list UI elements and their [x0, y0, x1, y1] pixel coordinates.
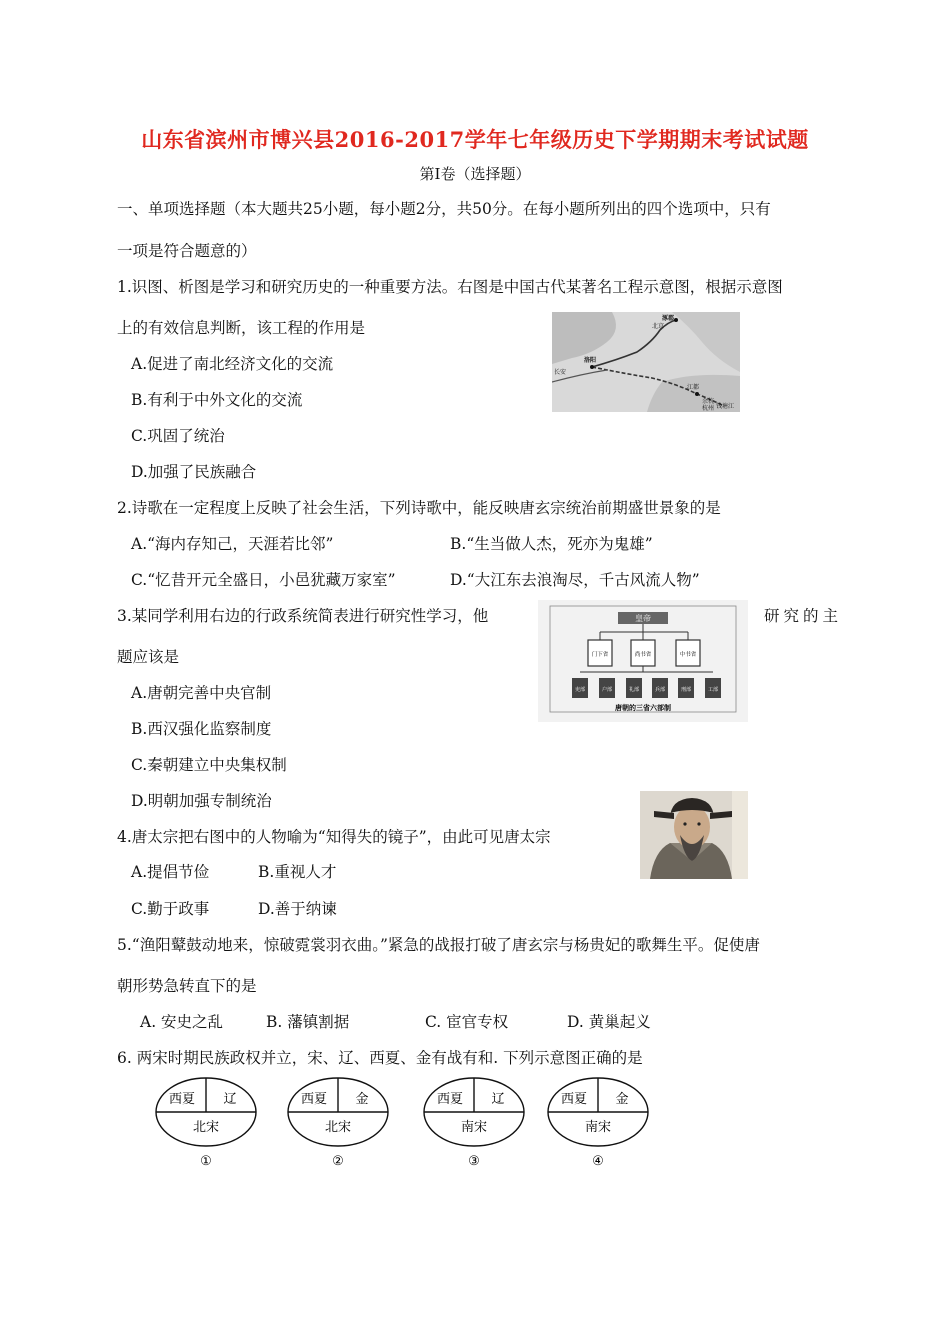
- map-label: 长安: [554, 369, 567, 376]
- chart-mid-row: [588, 640, 700, 666]
- q2-stem: 2.诗歌在一定程度上反映了社会生活，下列诗歌中，能反映唐玄宗统治前期盛世景象的是: [117, 499, 721, 517]
- q3-option-c: C.秦朝建立中央集权制: [131, 756, 287, 774]
- q4-option-c: C.勤于政事: [131, 900, 210, 918]
- q6-stem: 6. 两宋时期民族政权并立，宋、辽、西夏、金有战有和. 下列示意图正确的是: [117, 1049, 643, 1067]
- q3-option-a: A.唐朝完善中央官制: [131, 684, 272, 702]
- q1-option-c: C.巩固了统治: [131, 427, 225, 445]
- map-label: 涿郡: [662, 315, 675, 322]
- q1-option-d: D.加强了民族融合: [131, 463, 257, 481]
- q3-option-b: B.西汉强化监察制度: [131, 720, 272, 738]
- chart-caption: 唐朝的三省六部制: [615, 703, 671, 712]
- chart-node-ministry: 户部: [601, 687, 613, 693]
- q6-diagrams: [150, 1075, 670, 1171]
- diagram-label-tr: 金: [615, 1092, 629, 1107]
- diagram-label-tr: 辽: [491, 1092, 505, 1107]
- diagram-number: ③: [468, 1154, 480, 1169]
- diagram-label-tl: 西夏: [436, 1092, 464, 1107]
- chart-node-shangshu: 尚书省: [634, 652, 652, 658]
- diagram-number: ②: [332, 1154, 344, 1169]
- chart-node-ministry: 工部: [707, 687, 719, 693]
- q2-option-a: A.“海内存知己，天涯若比邻”: [131, 535, 334, 553]
- map-label: 钱塘江: [716, 403, 735, 410]
- map-label: 江都: [687, 384, 700, 391]
- q4-option-a: A.提倡节俭: [131, 863, 210, 881]
- q5-stem-line2: 朝形势急转直下的是: [117, 977, 257, 995]
- q5-option-d: D. 黄巢起义: [567, 1013, 651, 1031]
- chart-node-ministry: 刑部: [680, 687, 692, 693]
- map-label: 杭州: [702, 405, 715, 412]
- q1-stem-line2: 上的有效信息判断，该工程的作用是: [117, 319, 366, 337]
- q3-stem-right: 研究的主: [764, 607, 843, 625]
- diagram-label-tr: 金: [355, 1092, 369, 1107]
- diagram-number: ④: [592, 1154, 604, 1169]
- section-instructions-line2: 一项是符合题意的）: [117, 242, 257, 260]
- chart-node-ministry: 兵部: [654, 687, 666, 693]
- grand-canal-map: [552, 312, 740, 412]
- q6-diagram-2: [288, 1078, 388, 1169]
- q2-option-c: C.“忆昔开元全盛日，小邑犹藏万家室”: [131, 571, 396, 589]
- diagram-label-tl: 西夏: [300, 1092, 328, 1107]
- diagram-label-bottom: 南宋: [460, 1120, 488, 1135]
- chart-node-ministry: 吏部: [574, 687, 586, 693]
- page-title: 山东省滨州市博兴县2016-2017学年七年级历史下学期期末考试试题: [141, 127, 809, 152]
- q1-option-b: B.有利于中外文化的交流: [131, 391, 303, 409]
- wei-zheng-portrait: [640, 791, 748, 879]
- chart-node-ministry: 礼部: [628, 687, 640, 693]
- q6-diagram-1: [156, 1078, 256, 1169]
- map-label: 余杭: [702, 398, 715, 405]
- q4-stem: 4.唐太宗把右图中的人物喻为“知得失的镜子”，由此可见唐太宗: [117, 828, 551, 846]
- map-label: 北京: [652, 323, 665, 330]
- q1-stem-line1: 1.识图、析图是学习和研究历史的一种重要方法。右图是中国古代某著名工程示意图，根据示意图: [117, 278, 783, 296]
- three-departments-chart: [538, 600, 748, 722]
- chart-node-emperor: 皇帝: [635, 614, 651, 623]
- part-subtitle: 第Ⅰ卷（选择题）: [419, 165, 531, 183]
- diagram-label-tl: 西夏: [168, 1092, 196, 1107]
- q1-option-a: A.促进了南北经济文化的交流: [131, 355, 334, 373]
- q3-stem-line1: 3.某同学利用右边的行政系统简表进行研究性学习，他: [117, 607, 489, 625]
- chart-node-zhongshu: 中书省: [679, 652, 697, 658]
- q2-option-d: D.“大江东去浪淘尽，千古风流人物”: [450, 571, 700, 589]
- q5-option-b: B. 藩镇割据: [266, 1013, 350, 1031]
- q5-option-c: C. 宦官专权: [425, 1013, 509, 1031]
- diagram-label-tl: 西夏: [560, 1092, 588, 1107]
- q5-stem-line1: 5.“渔阳鼙鼓动地来，惊破霓裳羽衣曲。”紧急的战报打破了唐玄宗与杨贵妃的歌舞生平。促使唐: [117, 936, 760, 954]
- q6-diagram-4: [548, 1078, 648, 1169]
- diagram-number: ①: [200, 1154, 212, 1169]
- q4-option-b: B.重视人才: [258, 863, 337, 881]
- chart-node-menxia: 门下省: [591, 652, 609, 658]
- q3-stem-line2: 题应该是: [117, 648, 180, 666]
- diagram-label-bottom: 南宋: [584, 1120, 612, 1135]
- q4-option-d: D.善于纳谏: [258, 900, 337, 918]
- section-instructions-line1: 一、单项选择题（本大题共25小题，每小题2分，共50分。在每小题所列出的四个选项中，只有: [117, 200, 771, 218]
- diagram-label-bottom: 北宋: [192, 1120, 220, 1135]
- diagram-label-tr: 辽: [223, 1092, 237, 1107]
- q5-option-a: A. 安史之乱: [140, 1013, 224, 1031]
- q6-diagram-3: [424, 1078, 524, 1169]
- q3-option-d: D.明朝加强专制统治: [131, 792, 272, 810]
- diagram-label-bottom: 北宋: [324, 1120, 352, 1135]
- map-label: 洛阳: [584, 357, 597, 364]
- q2-option-b: B.“生当做人杰，死亦为鬼雄”: [450, 535, 653, 553]
